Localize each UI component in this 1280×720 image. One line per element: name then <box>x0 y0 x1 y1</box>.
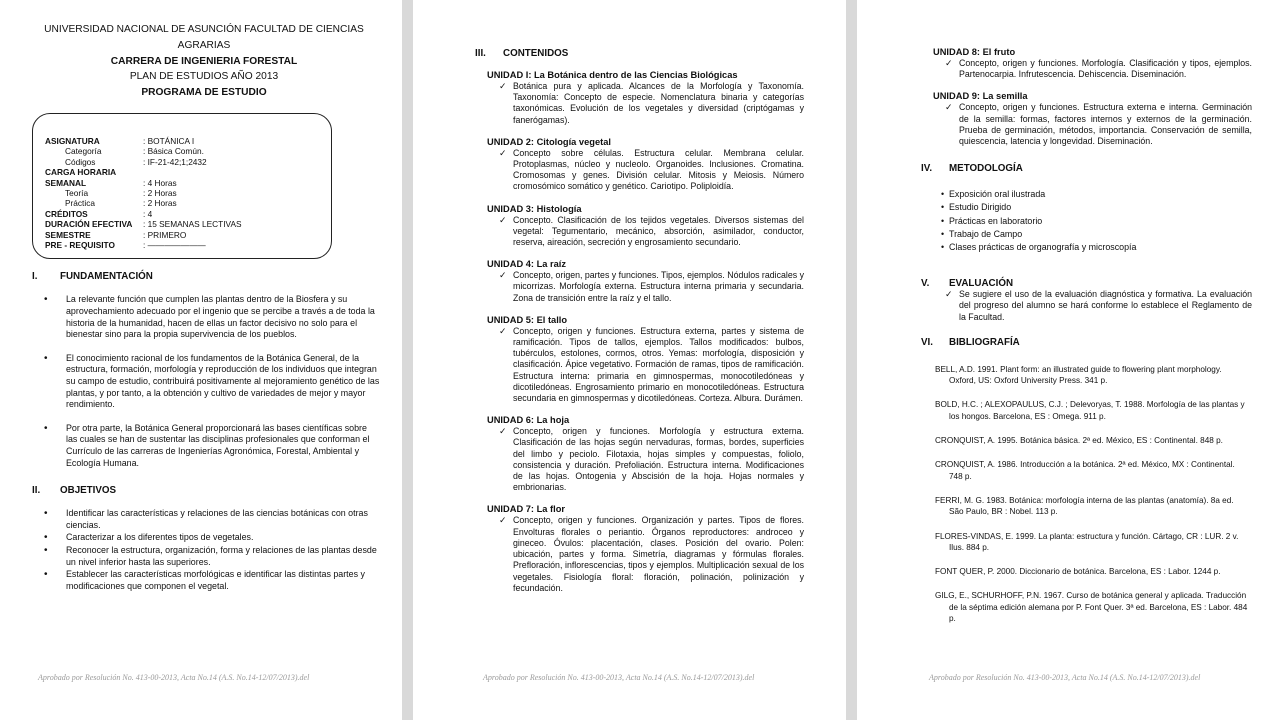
list-item: • Por otra parte, la Botánica General proporcionará las bases científicas sobre las cuales se han de sustentar las disciplinas profesionales que conforman el Currículo de las carreras de Ingenierías Agronómica, Forestal, Ambiental y Ecología Humana. <box>28 423 380 469</box>
unit-block <box>475 314 804 404</box>
unit-content <box>475 148 804 193</box>
info-row <box>45 230 317 240</box>
unit-content <box>475 426 804 493</box>
list-item: • Exposición oral ilustrada <box>921 188 1252 201</box>
unit-block <box>475 258 804 304</box>
unit-title: UNIDAD 2: Citología vegetal <box>487 136 611 147</box>
checkmark-icon: ✓ <box>499 270 507 281</box>
bibliography-entry: BOLD, H.C. ; ALEXOPAULUS, C.J. ; Delevoryas, T. 1988. Morfología de las plantas y los hongos. Barcelona, ES : Omega. 911 p. <box>935 400 1245 421</box>
subject-info-box <box>32 113 332 259</box>
unit-title: UNIDAD 5: El tallo <box>487 314 568 325</box>
info-value <box>143 167 317 177</box>
unit-text: Concepto, origen y funciones. Organización y partes. Tipos de flores. Envolturas florales o periantio. Órganos reproductores: androceo y gineceo. Óvulos: placentación, clases. Posición del ovario. Polen: ubicación, partes y forma. Simetría, diagramas y fórmulas florales. Prefloración, inflorescencias, tipos y ejemplos. Multiplicación sexual de los vegetales. Fisiología floral: floración, polinación, polinización y fecundación. <box>513 515 804 593</box>
list-item: • Identificar las características y relaciones de las ciencias botánicas con otras ciencias. <box>28 508 380 531</box>
section-number: II. <box>32 485 41 497</box>
info-value: : PRIMERO <box>143 229 187 240</box>
info-row <box>45 188 317 198</box>
bibliography-entry: GILG, E., SCHURHOFF, P.N. 1967. Curso de botánica general y aplicada. Traducción de la séptima edición alemana por P. Font Quer. 3ª ed. Barcelona, ES : Labor. 484 p. <box>935 591 1248 623</box>
unit-text: Botánica pura y aplicada. Alcances de la Morfología y Taxonomía. Taxonomía: Concepto de especie. Nomenclatura binaria y categorías taxonómicas. Evolución de los vegetales y diversidad (criptógamas y fanerógamas). <box>513 81 804 125</box>
info-key: Códigos <box>65 156 96 167</box>
info-value: : 15 SEMANAS LECTIVAS <box>143 219 242 230</box>
unit-content <box>475 215 804 249</box>
info-key: Práctica <box>65 198 95 209</box>
list-item: • Estudio Dirigido <box>921 201 1252 214</box>
list-item: • Prácticas en laboratorio <box>921 215 1252 228</box>
unit-block <box>475 69 804 126</box>
section-number: I. <box>32 271 38 283</box>
info-row <box>45 167 317 177</box>
info-value: : 2 Horas <box>143 198 177 209</box>
evaluacion-text: Se sugiere el uso de la evaluación diagnóstica y formativa. La evaluación del progreso del alumno se hará conforme lo establece el Reglamento de la Facultad. <box>959 289 1252 322</box>
info-row <box>45 219 317 229</box>
section-title: BIBLIOGRAFÍA <box>949 336 1020 348</box>
objetivos-list <box>28 508 380 592</box>
section-title: FUNDAMENTACIÓN <box>60 271 153 283</box>
info-key: SEMESTRE <box>45 229 91 240</box>
info-key: DURACIÓN EFECTIVA <box>45 219 133 230</box>
unit-text: Concepto, origen y funciones. Estructura externa, partes y sistema de ramificación. Tipos de tallos, ejemplos. Tallos modificados: bulbos, tubérculos, estolones, cormos, otros. Yemas: morfología, disposición y clasificación. Ápice vegetativo. Formación de ramas, tipos de ramificación. Estructura interna: primaria en gimnospermas, monocotiledóneas y dicotiledóneas. Engrosamiento primario en monocotiledóneas. Estructura secundaria en gimnospermas y dicotiledóneas. Corteza. Albura. Durámen. <box>513 325 804 404</box>
document-page-2 <box>413 0 846 720</box>
info-key: CRÉDITOS <box>45 208 88 219</box>
unit-block <box>475 414 804 493</box>
bibliography-entry: FERRI, M. G. 1983. Botánica: morfología interna de las plantas (anatomía). 8a ed. São Paulo, BR : Nobel. 113 p. <box>935 495 1234 517</box>
info-row <box>45 198 317 208</box>
info-row <box>45 157 317 167</box>
list-item: • La relevante función que cumplen las plantas dentro de la Biosfera y su aprovechamiento adecuado por el ingenio que se percibe a través a de toda la historia de la humanidad, hacen de ellas un factor decisivo no solo para el bienestar sino para la propia supervivencia de los pueblos. <box>28 294 380 340</box>
list-item: • Establecer las características morfológicas e identificar las distintas partes y modificaciones que componen el vegetal. <box>28 569 380 592</box>
info-value: : Básica Común. <box>143 146 204 157</box>
list-item: • Trabajo de Campo <box>921 228 1252 241</box>
unit-title: UNIDAD 6: La hoja <box>487 415 570 426</box>
info-row <box>45 178 317 188</box>
unit-title: UNIDAD 3: Histología <box>487 203 582 214</box>
unit-title: UNIDAD 7: La flor <box>487 504 565 515</box>
unit-content <box>475 515 804 593</box>
info-value: : 2 Horas <box>143 188 177 199</box>
checkmark-icon: ✓ <box>945 289 953 300</box>
section-heading-contenidos <box>475 48 804 59</box>
section-heading-metodologia <box>921 163 1252 174</box>
header-plan: PLAN DE ESTUDIOS AÑO 2013 <box>129 71 279 83</box>
unit-content <box>475 81 804 126</box>
units-list <box>475 69 804 594</box>
info-value: : BOTÁNICA I <box>143 135 195 146</box>
unit-title: UNIDAD 8: El fruto <box>933 47 1016 57</box>
unit-title: UNIDAD 9: La semilla <box>933 91 1028 102</box>
info-key: ASIGNATURA <box>45 135 100 146</box>
header-university: UNIVERSIDAD NACIONAL DE ASUNCIÓN FACULTAD DE CIENCIAS AGRARIAS <box>44 24 364 51</box>
info-value: : ——————— <box>143 240 206 251</box>
page-footer: Aprobado por Resolución No. 413-00-2013, Acta No.14 (A.S. No.14-12/07/2013).del <box>929 673 1201 682</box>
unit-block <box>475 203 804 249</box>
list-item: • Clases prácticas de organografía y microscopía <box>921 241 1252 254</box>
checkmark-icon: ✓ <box>499 325 507 336</box>
section-heading-evaluacion <box>921 278 1252 289</box>
bibliography-entry: FONT QUER, P. 2000. Diccionario de botánica. Barcelona, ES : Labor. 1244 p. <box>935 567 1221 577</box>
section-number: IV. <box>921 163 933 175</box>
info-value: : 4 Horas <box>143 177 177 188</box>
info-key: PRE - REQUISITO <box>45 240 115 251</box>
bibliografia-list <box>935 364 1252 624</box>
checkmark-icon: ✓ <box>945 58 953 68</box>
info-value: : 4 <box>143 208 153 219</box>
checkmark-icon: ✓ <box>499 147 507 158</box>
section-number: VI. <box>921 336 933 348</box>
document-page-1 <box>0 0 402 720</box>
section-title: METODOLOGÍA <box>949 163 1023 175</box>
page-footer: Aprobado por Resolución No. 413-00-2013, Acta No.14 (A.S. No.14-12/07/2013).del <box>38 673 310 682</box>
list-item: • Reconocer la estructura, organización, forma y relaciones de las plantas desde un nivel inferior hasta las superiores. <box>28 545 380 568</box>
evaluacion-item <box>921 289 1252 323</box>
section-heading-objetivos <box>32 485 380 496</box>
unit-block <box>475 503 804 593</box>
info-key: SEMANAL <box>45 177 87 188</box>
unit-content <box>475 270 804 304</box>
unit-text: Concepto sobre células. Estructura celular. Membrana celular. Protoplasmas, núcleo y nucleolo. Organoides. Inclusiones. Cromatina. Cromosomas y genes. División celular. Mitosis y Meiosis. Número cromosómico somático y genético. Cariotipo. Poliploidía. <box>513 147 804 192</box>
document-header <box>28 22 380 101</box>
bibliography-entry: BELL, A.D. 1991. Plant form: an illustrated guide to flowering plant morphology. Oxford, US: Oxford University Press. 341 p. <box>935 364 1222 386</box>
section-title: OBJETIVOS <box>60 485 117 497</box>
unit-text: Concepto, origen y funciones. Morfología. Clasificación y tipos, ejemplos. Partenocarpia. Infrutescencia. Dehiscencia. Diseminación. <box>959 58 1252 80</box>
header-career: CARRERA DE INGENIERIA FORESTAL <box>110 55 298 67</box>
unit-block <box>921 46 1252 80</box>
info-row <box>45 136 317 146</box>
units-list <box>921 46 1252 147</box>
info-row <box>45 240 317 250</box>
section-number: III. <box>475 48 486 59</box>
page-footer: Aprobado por Resolución No. 413-00-2013, Acta No.14 (A.S. No.14-12/07/2013).del <box>483 673 755 682</box>
unit-text: Concepto. Clasificación de los tejidos vegetales. Diversos sistemas del vegetal: Tegumentario, mecánico, absorción, asimilador, conductor, reserva, aireación, secreción y engrosamiento secundario. <box>513 214 804 248</box>
checkmark-icon: ✓ <box>499 214 507 225</box>
unit-content <box>921 58 1252 80</box>
section-number: V. <box>921 278 930 290</box>
unit-text: Concepto, origen, partes y funciones. Tipos, ejemplos. Nódulos radicales y micorrizas. Morfología externa. Estructura interna primaria y secundaria. Zona de transición entre la raíz y el tallo. <box>513 270 804 303</box>
list-item: • Caracterizar a los diferentes tipos de vegetales. <box>28 532 380 544</box>
document-page-3 <box>857 0 1280 720</box>
header-program: PROGRAMA DE ESTUDIO <box>141 87 267 99</box>
info-key: Teoría <box>65 188 89 199</box>
bibliography-entry: FLORES-VINDAS, E. 1999. La planta: estructura y función. Cártago, CR : LUR. 2 v. Ilus. 884 p. <box>935 531 1239 552</box>
fundamentacion-list <box>28 294 380 469</box>
section-heading-fundamentacion <box>32 271 380 282</box>
unit-text: Concepto, origen y funciones. Morfología y estructura externa. Clasificación de las hojas según nervaduras, formas, bordes, superficies del limbo y peciolo. Filotaxia, hojas simples y compuestas, foliolo, consistencia y duración. Prefoliación. Estructura interna. Modificaciones de las hojas. Ontogenia y Abscisión de la hoja. Hojas normales y embrionarias. <box>513 426 804 493</box>
section-heading-bibliografia <box>921 337 1252 348</box>
list-item: • El conocimiento racional de los fundamentos de la Botánica General, de la estructura, formación, morfología y reproducción de los individuos que integran su campo de estudio, contribuirá positivamente al mejoramiento genético de las plantas, y por tanto, a la obtención y cultivo de variedades de mejor y mayor rendimiento. <box>28 353 380 411</box>
unit-block <box>921 90 1252 147</box>
section-title: EVALUACIÓN <box>949 278 1014 290</box>
info-row <box>45 209 317 219</box>
checkmark-icon: ✓ <box>499 426 507 437</box>
unit-content <box>921 102 1252 147</box>
info-value: : IF-21-42;1;2432 <box>143 156 207 167</box>
checkmark-icon: ✓ <box>945 102 953 113</box>
info-row <box>45 146 317 156</box>
bibliography-entry: CRONQUIST, A. 1995. Botánica básica. 2ª ed. México, ES : Continental. 848 p. <box>935 436 1223 446</box>
section-title: CONTENIDOS <box>503 48 569 59</box>
unit-title: UNIDAD 4: La raíz <box>487 259 567 270</box>
checkmark-icon: ✓ <box>499 515 507 526</box>
unit-block <box>475 136 804 193</box>
info-key: Categoría <box>65 146 102 157</box>
checkmark-icon: ✓ <box>499 81 507 91</box>
unit-text: Concepto, origen y funciones. Estructura externa e interna. Germinación de la semilla: formas, factores internos y externos de la germinación. Prueba de germinación, métodos, importancia. Conservación de semilla, quiescencia, latencia y longevidad. Diseminación. <box>959 102 1252 147</box>
unit-title: UNIDAD I: La Botánica dentro de las Ciencias Biológicas <box>487 70 738 80</box>
metodologia-list <box>921 188 1252 254</box>
bibliography-entry: CRONQUIST, A. 1986. Introducción a la botánica. 2ª ed. México, MX : Continental. 748 p. <box>935 460 1235 481</box>
info-key: CARGA HORARIA <box>45 167 117 178</box>
unit-content <box>475 326 804 404</box>
